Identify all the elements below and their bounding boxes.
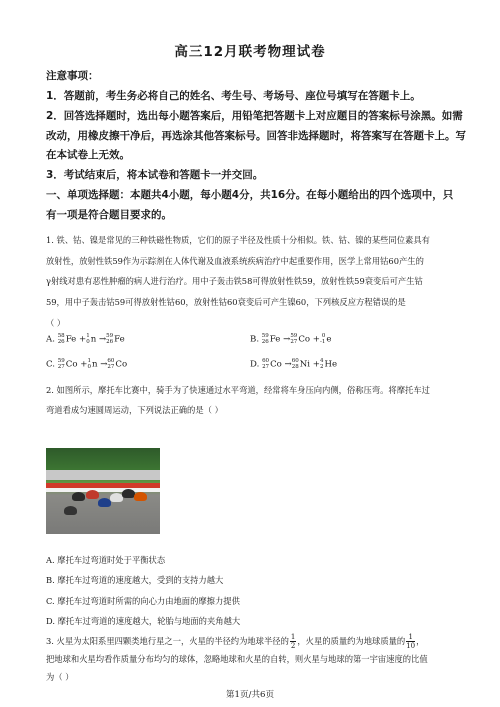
page-footer: 第1页/共6页 (225, 690, 275, 700)
q3-fraction-mass: $\frac{1}{10}$ (406, 633, 416, 650)
q1-line-5: （ ） (46, 318, 66, 328)
q2-option-c: C. 摩托车过弯道时所需的向心力由地面的摩擦力提供 (46, 596, 240, 606)
q2-line-1: 2. 如图所示，摩托车比赛中，骑手为了快速通过水平弯道，经常将车身压向内侧，俗称压弯。将摩托车过 (46, 385, 430, 395)
notice-item-2a: 2．回答选择题时，选出每小题答案后，用铅笔把答题卡上对应题目的答案标号涂黑。如需 (46, 110, 463, 122)
q3-line-1: 3. 火星为太阳系里四颗类地行星之一，火星的半径约为地球半径的 $\frac{1}{2}$ ，火星的质量约为地球质量的 $\frac{1}{10}$ ， (46, 633, 425, 650)
q1-line-3: γ射线对患有恶性肿瘤的病人进行治疗。用中子轰击铁58可得放射性铁59，放射性铁59衰变后可产生钴 (46, 276, 423, 286)
q1-line-1: 1. 铁、钴、镍是常见的三种铁磁性物质，它们的原子半径及性质十分相似。铁、钴、镍的某些同位素具有 (46, 235, 430, 245)
q3-fraction-radius: $\frac{1}{2}$ (290, 633, 296, 650)
notice-item-3: 3．考试结束后，将本试卷和答题卡一并交回。 (46, 169, 264, 181)
q1-line-2: 放射性，放射性铁59作为示踪剂在人体代谢及血液系统疾病治疗中起重要作用，医学上常用钴60产生的 (46, 256, 424, 266)
q2-option-d: D. 摩托车过弯道的速度越大，轮胎与地面的夹角越大 (46, 616, 241, 626)
q1-option-b: B. 59 26 Fe → 59 27 Co + 0 -1 e (250, 333, 332, 345)
notice-heading: 注意事项： (46, 70, 99, 82)
q2-option-b: B. 摩托车过弯道的速度越大，受到的支持力越大 (46, 575, 224, 585)
q1-option-d: D. 60 27 Co → 60 28 Ni + 4 2 He (250, 358, 338, 370)
section-heading-b: 有一项是符合题目要求的。 (46, 209, 172, 221)
q1-option-c: C. 59 27 Co + 1 0 n → 60 27 Co (46, 358, 128, 370)
exam-title: 高三12月联考物理试卷 (174, 44, 326, 60)
q1-line-4: 59，用中子轰击钴59可得放射性钴60，放射性钴60衰变后可产生镍60，下列核反应方程错误的是 (46, 297, 406, 307)
notice-item-1: 1．答题前，考生务必将自己的姓名、考生号、考场号、座位号填写在答题卡上。 (46, 90, 421, 102)
motorcycle-race-photo (46, 448, 160, 534)
q1-option-a: A. 58 26 Fe + 1 0 n → 59 26 Fe (46, 333, 125, 345)
notice-item-2b: 改动，用橡皮擦干净后，再选涂其他答案标号。回答非选择题时，将答案写在答题卡上。写 (46, 130, 466, 142)
q2-line-2: 弯道看成匀速圆周运动，下列说法正确的是（ ） (46, 405, 223, 415)
notice-item-2c: 在本试卷上无效。 (46, 149, 130, 161)
q3-line-2: 把地球和火星均看作质量分布均匀的球体，忽略地球和火星的自转，则火星与地球的第一宇宙速度的比值 (46, 654, 428, 664)
q2-option-a: A. 摩托车过弯道时处于平衡状态 (46, 555, 166, 565)
q3-line-3: 为（ ） (46, 672, 74, 682)
section-heading-a: 一、单项选择题：本题共4小题，每小题4分，共16分。在每小题给出的四个选项中，只 (46, 189, 454, 201)
